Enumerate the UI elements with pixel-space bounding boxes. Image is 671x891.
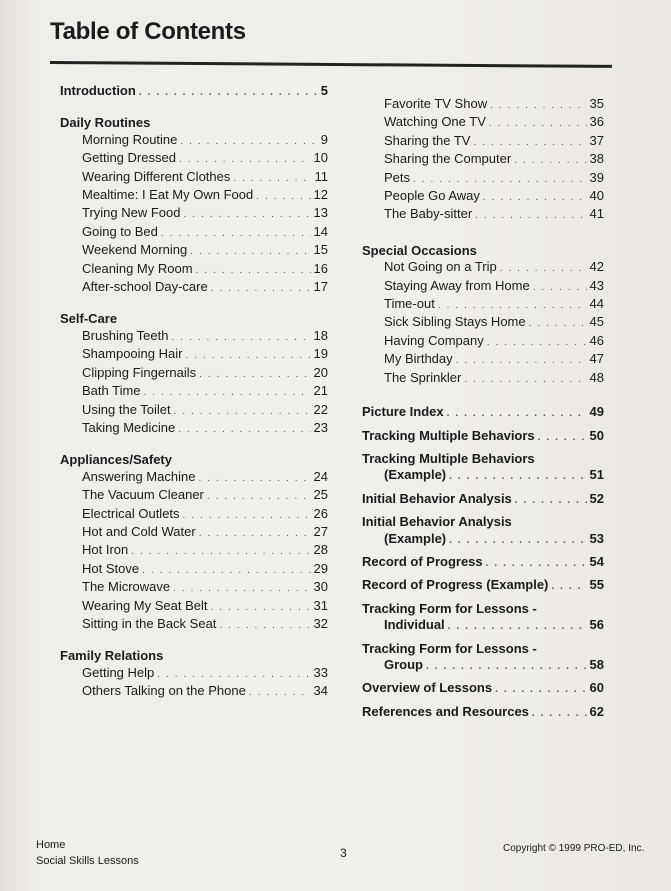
- dot-leader: [185, 348, 310, 364]
- section-heading: Self-Care: [60, 311, 118, 327]
- entry-title: My Birthday: [384, 351, 453, 367]
- entry-title: Introduction: [60, 83, 136, 98]
- dot-leader: [473, 135, 586, 151]
- dot-leader: [233, 171, 311, 187]
- entry-title: Staying Away from Home: [384, 277, 530, 293]
- dot-leader: [514, 153, 586, 169]
- toc-entry: [362, 577, 604, 595]
- toc-entry: [60, 469, 328, 487]
- toc-entry: [60, 328, 328, 346]
- entry-page-number: 13: [313, 205, 328, 221]
- entry-title: Time-out: [384, 296, 435, 312]
- toc-entry-multiline: [362, 451, 604, 486]
- entry-title: Not Going on a Trip: [384, 259, 497, 275]
- dot-leader: [183, 508, 311, 524]
- dot-leader: [448, 619, 587, 635]
- toc-entry: [60, 487, 328, 505]
- dot-leader: [211, 281, 311, 297]
- toc-entry: [362, 704, 604, 722]
- entry-title-continuation: (Example): [384, 467, 447, 483]
- entry-title: Record of Progress (Example): [362, 577, 549, 593]
- entry-page-number: 24: [313, 468, 328, 484]
- entry-page-number: 29: [313, 560, 328, 576]
- dot-leader: [174, 404, 311, 420]
- entry-title: Taking Medicine: [82, 419, 176, 435]
- entry-title: Tracking Multiple Behaviors: [362, 450, 535, 466]
- entry-page-number: 56: [589, 617, 604, 633]
- toc-entry: [60, 205, 328, 223]
- toc-section: [60, 311, 328, 438]
- entry-page-number: 20: [313, 364, 328, 380]
- entry-title: Having Company: [384, 332, 484, 348]
- entry-page-number: 43: [589, 277, 604, 293]
- dot-leader: [413, 172, 587, 188]
- entry-title-continuation: (Example): [384, 530, 447, 546]
- dot-leader: [483, 190, 587, 206]
- entry-page-number: 31: [313, 597, 328, 613]
- dot-leader: [172, 330, 311, 346]
- dot-leader: [256, 189, 310, 205]
- dot-leader: [449, 533, 586, 549]
- entry-page-number: 12: [313, 187, 328, 203]
- entry-title: The Baby-sitter: [384, 206, 473, 222]
- toc-entry: [362, 680, 604, 698]
- toc-entry: [60, 279, 328, 297]
- dot-leader: [131, 544, 310, 560]
- entry-title-continuation: Group: [384, 656, 423, 672]
- entry-title: Initial Behavior Analysis: [362, 490, 512, 506]
- entry-page-number: 30: [313, 579, 328, 595]
- entry-page-number: 46: [589, 332, 604, 348]
- entry-title: Sharing the Computer: [384, 151, 512, 167]
- dot-leader: [199, 526, 311, 542]
- entry-title: Wearing My Seat Belt: [82, 597, 208, 613]
- dot-leader: [447, 406, 587, 422]
- entry-title: Getting Help: [82, 664, 155, 680]
- toc-entry: [362, 96, 604, 114]
- entry-title: Sitting in the Back Seat: [82, 615, 217, 631]
- entry-page-number: 14: [313, 223, 328, 239]
- entry-title: Tracking Form for Lessons -: [362, 640, 537, 656]
- toc-entry: [362, 188, 604, 206]
- toc-entry: [60, 83, 328, 101]
- entry-page-number: 44: [589, 296, 604, 312]
- entry-page-number: 21: [313, 383, 328, 399]
- entry-title: Going to Bed: [82, 223, 158, 239]
- toc-entry: [60, 224, 328, 242]
- entry-title: Initial Behavior Analysis: [362, 514, 512, 530]
- entry-page-number: 11: [314, 168, 328, 184]
- entry-page-number: 27: [313, 523, 328, 539]
- dot-leader: [210, 600, 310, 616]
- entry-page-number: 38: [589, 151, 604, 167]
- toc-entry: [60, 346, 328, 364]
- toc-entry: [362, 151, 604, 169]
- dot-leader: [529, 316, 587, 332]
- page-title: Table of Contents: [50, 18, 246, 45]
- section-heading: Daily Routines: [60, 115, 151, 131]
- toc-entry: [362, 428, 604, 446]
- dot-leader: [426, 659, 587, 675]
- toc-entry: [60, 150, 328, 168]
- dot-leader: [173, 581, 310, 597]
- toc-entry: [362, 259, 604, 277]
- toc-entry-multiline: [362, 514, 604, 549]
- copyright-text: Copyright © 1999 PRO-ED, Inc.: [503, 843, 645, 854]
- entry-title: Mealtime: I Eat My Own Food: [82, 187, 254, 203]
- section-heading: Family Relations: [60, 648, 164, 664]
- entry-page-number: 55: [589, 577, 604, 593]
- entry-title: Clipping Fingernails: [82, 364, 197, 380]
- entry-page-number: 26: [313, 505, 328, 521]
- entry-title: Answering Machine: [82, 468, 196, 484]
- entry-page-number: 36: [589, 114, 604, 130]
- entry-title: Tracking Multiple Behaviors: [362, 427, 535, 443]
- toc-entry: [60, 683, 328, 701]
- toc-entry: [362, 491, 604, 509]
- dot-leader: [199, 367, 310, 383]
- toc-section: [60, 648, 328, 701]
- toc-section: [60, 115, 328, 297]
- toc-entry: [60, 598, 328, 616]
- dot-leader: [180, 134, 317, 150]
- footer-line-1: Home: [36, 839, 66, 851]
- toc-entry: [60, 420, 328, 438]
- section-heading: Special Occasions: [362, 242, 477, 258]
- toc-left-column: [60, 83, 328, 702]
- toc-entry: [60, 542, 328, 560]
- toc-entry: [362, 296, 604, 314]
- dot-leader: [179, 152, 311, 168]
- dot-leader: [249, 685, 311, 701]
- dot-leader: [142, 563, 310, 579]
- toc-entry: [60, 242, 328, 260]
- entry-title-continuation: Individual: [384, 617, 445, 633]
- toc-entry: [362, 133, 604, 151]
- entry-title: Getting Dressed: [82, 150, 176, 166]
- dot-leader: [475, 208, 586, 224]
- entry-page-number: 32: [313, 615, 328, 631]
- entry-page-number: 40: [589, 188, 604, 204]
- entry-title: Cleaning My Room: [82, 260, 193, 276]
- entry-title: Record of Progress: [362, 553, 483, 569]
- toc-entry: [362, 554, 604, 572]
- entry-page-number: 37: [589, 132, 604, 148]
- entry-page-number: 34: [313, 683, 328, 699]
- entry-page-number: 51: [589, 467, 604, 483]
- dot-leader: [551, 579, 586, 595]
- entry-title: After-school Day-care: [82, 279, 208, 295]
- special-occasions-list: [362, 259, 604, 388]
- page-number: 3: [340, 846, 347, 860]
- entry-title: Watching One TV: [384, 114, 486, 130]
- entry-title: Sick Sibling Stays Home: [384, 314, 526, 330]
- dot-leader: [139, 85, 318, 101]
- dot-leader: [449, 469, 586, 485]
- entry-title: People Go Away: [384, 188, 480, 204]
- entry-page-number: 58: [589, 656, 604, 672]
- entry-title: Trying New Food: [82, 205, 181, 221]
- entry-page-number: 45: [589, 314, 604, 330]
- dot-leader: [532, 706, 587, 722]
- entry-title: The Microwave: [82, 579, 171, 595]
- entry-title: Sharing the TV: [384, 132, 471, 148]
- toc-entry: [60, 169, 328, 187]
- entry-page-number: 35: [589, 96, 604, 111]
- dot-leader: [178, 422, 310, 438]
- entry-title: Shampooing Hair: [82, 346, 183, 362]
- toc-entry: [362, 404, 604, 422]
- entry-title: Using the Toilet: [82, 401, 171, 417]
- toc-entry: [60, 365, 328, 383]
- dot-leader: [190, 244, 310, 260]
- toc-entry: [60, 616, 328, 634]
- entry-title: Favorite TV Show: [384, 96, 488, 111]
- entry-page-number: 19: [313, 346, 328, 362]
- entry-page-number: 42: [589, 259, 604, 275]
- entry-page-number: 22: [313, 401, 328, 417]
- right-bottom-list: [362, 404, 604, 722]
- dot-leader: [500, 261, 587, 277]
- dot-leader: [144, 385, 311, 401]
- entry-title: Others Talking on the Phone: [82, 683, 246, 699]
- entry-title: Hot Iron: [82, 542, 129, 558]
- toc-entry: [362, 314, 604, 332]
- toc-entry-continuation: [362, 657, 604, 675]
- entry-page-number: 62: [589, 703, 604, 719]
- toc-entry: [362, 170, 604, 188]
- dot-leader: [438, 298, 587, 314]
- entry-page-number: 33: [313, 664, 328, 680]
- footer-left: [36, 837, 139, 869]
- entry-page-number: 47: [589, 351, 604, 367]
- entry-title: Brushing Teeth: [82, 327, 169, 343]
- toc-entry: [60, 261, 328, 279]
- dot-leader: [198, 471, 310, 487]
- entry-title: Overview of Lessons: [362, 680, 493, 696]
- dot-leader: [219, 618, 310, 634]
- dot-leader: [490, 98, 586, 114]
- toc-entry-multiline: [362, 641, 604, 676]
- entry-page-number: 39: [589, 169, 604, 185]
- entry-page-number: 50: [589, 427, 604, 443]
- entry-title: Picture Index: [362, 404, 444, 420]
- dot-leader: [207, 489, 311, 505]
- title-rule: [50, 61, 612, 68]
- entry-page-number: 5: [320, 83, 328, 98]
- entry-page-number: 18: [313, 327, 328, 343]
- entry-title: Tracking Form for Lessons -: [362, 600, 537, 616]
- entry-page-number: 28: [313, 542, 328, 558]
- entry-title: Pets: [384, 169, 411, 185]
- dot-leader: [486, 556, 587, 572]
- dot-leader: [495, 682, 586, 698]
- dot-leader: [184, 207, 311, 223]
- entry-title: Hot Stove: [82, 560, 140, 576]
- dot-leader: [196, 263, 311, 279]
- toc-section: [60, 452, 328, 634]
- dot-leader: [487, 335, 587, 351]
- toc-entry: [362, 278, 604, 296]
- dot-leader: [489, 116, 587, 132]
- right-top-list: [362, 96, 604, 225]
- entry-title: Wearing Different Clothes: [82, 168, 231, 184]
- toc-entry: [362, 114, 604, 132]
- dot-leader: [538, 430, 587, 446]
- entry-page-number: 16: [313, 260, 328, 276]
- entry-page-number: 15: [313, 242, 328, 258]
- entry-page-number: 48: [589, 369, 604, 385]
- toc-entry-continuation: [362, 531, 604, 549]
- entry-page-number: 41: [589, 206, 604, 222]
- section-heading: Appliances/Safety: [60, 452, 172, 468]
- entry-title: The Sprinkler: [384, 369, 462, 385]
- toc-entry: [362, 206, 604, 224]
- dot-leader: [157, 667, 310, 683]
- toc-entry: [60, 506, 328, 524]
- footer-line-2: Social Skills Lessons: [36, 855, 139, 867]
- dot-leader: [533, 280, 587, 296]
- toc-entry: [60, 561, 328, 579]
- toc-entry: [60, 402, 328, 420]
- dot-leader: [464, 372, 586, 388]
- entry-title: Bath Time: [82, 383, 141, 399]
- special-occasions-section: [362, 243, 604, 388]
- entry-title: Electrical Outlets: [82, 505, 180, 521]
- entry-page-number: 54: [589, 553, 604, 569]
- entry-page-number: 25: [313, 487, 328, 503]
- toc-entry-multiline: [362, 601, 604, 636]
- entry-title: Weekend Morning: [82, 242, 188, 258]
- entry-title: The Vacuum Cleaner: [82, 487, 204, 503]
- entry-page-number: 53: [589, 530, 604, 546]
- entry-title: Hot and Cold Water: [82, 523, 196, 539]
- toc-entry: [60, 665, 328, 683]
- entry-page-number: 49: [589, 404, 604, 420]
- toc-entry: [60, 187, 328, 205]
- toc-entry: [362, 370, 604, 388]
- entry-title: Morning Routine: [82, 131, 178, 147]
- entry-page-number: 9: [320, 131, 328, 147]
- entry-page-number: 10: [313, 150, 328, 166]
- dot-leader: [456, 353, 587, 369]
- entry-page-number: 17: [313, 279, 328, 295]
- entry-page-number: 52: [589, 490, 604, 506]
- entry-page-number: 60: [589, 680, 604, 696]
- toc-entry: [60, 383, 328, 401]
- toc-entry: [362, 351, 604, 369]
- toc-entry-continuation: [362, 467, 604, 485]
- toc-right-column: [362, 96, 604, 722]
- toc-entry: [60, 524, 328, 542]
- toc-entry: [362, 333, 604, 351]
- entry-page-number: 23: [313, 419, 328, 435]
- toc-entry-continuation: [362, 617, 604, 635]
- toc-entry: [60, 579, 328, 597]
- entry-title: References and Resources: [362, 703, 529, 719]
- toc-entry: [60, 132, 328, 150]
- dot-leader: [515, 493, 587, 509]
- dot-leader: [161, 226, 311, 242]
